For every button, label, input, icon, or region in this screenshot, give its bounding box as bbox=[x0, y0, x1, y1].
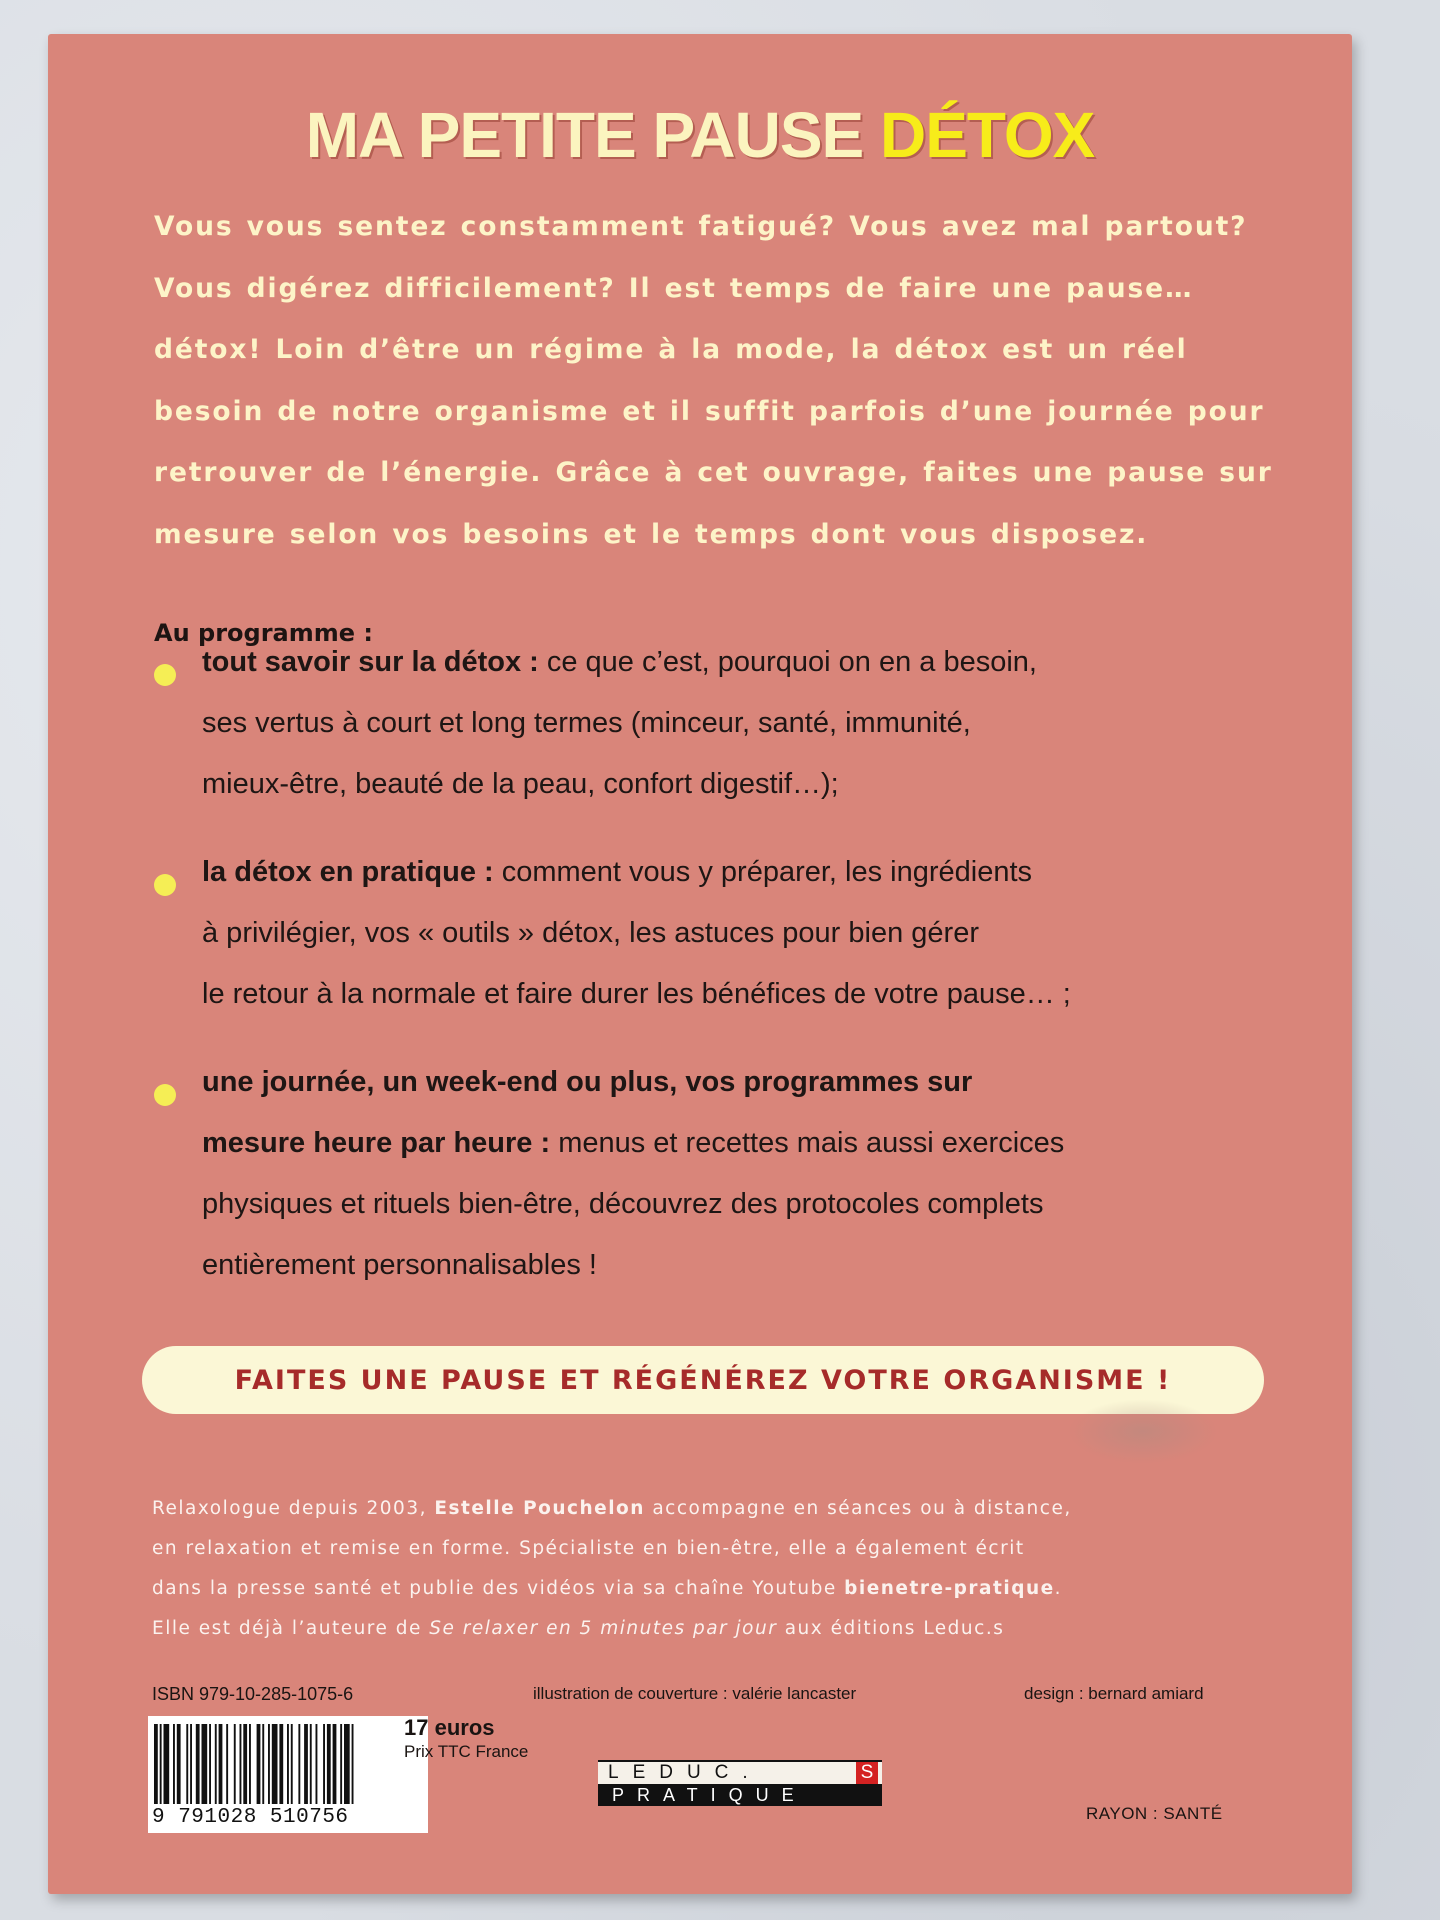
shelf-category: RAYON : SANTÉ bbox=[1086, 1804, 1223, 1823]
intro-line: Vous vous sentez constamment fatigué? Vous avez mal partout? bbox=[154, 211, 1248, 242]
bullet-line bbox=[202, 856, 1032, 889]
author-bio bbox=[152, 1489, 1312, 1649]
bullet-line: mieux-être, beauté de la peau, confort digestif…); bbox=[202, 768, 839, 800]
slogan-banner: FAITES UNE PAUSE ET RÉGÉNÉREZ VOTRE ORGANISME ! bbox=[142, 1346, 1264, 1414]
price-note: Prix TTC France bbox=[404, 1742, 529, 1761]
barcode-bar bbox=[186, 1724, 188, 1804]
barcode-bar bbox=[173, 1724, 175, 1804]
illustration-credit: illustration de couverture : valérie lancaster bbox=[533, 1684, 857, 1703]
barcode-bar bbox=[196, 1724, 200, 1804]
barcode-bar bbox=[287, 1724, 289, 1804]
barcode-bar bbox=[316, 1724, 318, 1804]
barcode-bar bbox=[154, 1724, 158, 1804]
barcode-bar bbox=[215, 1724, 217, 1804]
intro-line: besoin de notre organisme et il suffit parfois d’une journée pour bbox=[154, 395, 1265, 427]
barcode-bars bbox=[152, 1724, 424, 1804]
bullet-text: ce que c’est, pourquoi on en a besoin, bbox=[538, 646, 1037, 678]
bullet-text: menus et recettes mais aussi exercices bbox=[550, 1127, 1065, 1159]
bio-text: aux éditions Leduc.s bbox=[777, 1618, 1005, 1639]
barcode-bar bbox=[272, 1724, 278, 1804]
bullet-line bbox=[202, 1066, 972, 1099]
barcode-bar bbox=[226, 1724, 228, 1804]
barcode-bar bbox=[262, 1724, 264, 1804]
bullet-line: entièrement personnalisables ! bbox=[202, 1249, 597, 1281]
bullet-bold: tout savoir sur la détox : bbox=[202, 646, 539, 678]
barcode-bar bbox=[240, 1724, 242, 1804]
bullet-line: le retour à la normale et faire durer les bénéfices de votre pause… ; bbox=[202, 978, 1071, 1010]
bullet-line: à privilégier, vos « outils » détox, les astuces pour bien gérer bbox=[202, 917, 979, 949]
logo-bottom-text: PRATIQUE bbox=[612, 1785, 807, 1805]
youtube-channel: bienetre-pratique bbox=[844, 1578, 1055, 1599]
bullet-dot-icon bbox=[154, 664, 176, 686]
barcode-bar bbox=[202, 1724, 208, 1804]
intro-line: mesure selon vos besoins et le temps dont vous disposez. bbox=[154, 518, 1149, 550]
bullet-text: comment vous y préparer, les ingrédients bbox=[493, 856, 1033, 888]
logo-top-text: LEDUC. bbox=[608, 1762, 762, 1783]
title-accent: DÉTOX bbox=[879, 99, 1095, 171]
bio-text: dans la presse santé et publie des vidéos via sa chaîne Youtube bbox=[152, 1578, 845, 1599]
program-heading: Au programme : bbox=[154, 619, 373, 647]
publisher-logo bbox=[598, 1760, 882, 1806]
bullet-line bbox=[202, 1127, 1064, 1160]
barcode-bar bbox=[323, 1724, 325, 1804]
barcode-bar bbox=[243, 1724, 247, 1804]
barcode-bar bbox=[190, 1724, 192, 1804]
bio-text: . bbox=[1054, 1578, 1063, 1599]
barcode-bar bbox=[333, 1724, 337, 1804]
barcode-bar bbox=[209, 1724, 211, 1804]
bio-line: en relaxation et remise en forme. Spécialiste en bien-être, elle a également écrit bbox=[152, 1538, 1025, 1559]
logo-s-mark: S bbox=[856, 1762, 878, 1784]
other-book-title: Se relaxer en 5 minutes par jour bbox=[429, 1618, 778, 1639]
isbn-text: ISBN 979-10-285-1075-6 bbox=[152, 1684, 354, 1704]
cover-smudge bbox=[1068, 1399, 1218, 1464]
bullet-line: ses vertus à court et long termes (minceur, santé, immunité, bbox=[202, 707, 971, 739]
barcode-bar bbox=[164, 1724, 170, 1804]
bio-text: accompagne en séances ou à distance, bbox=[644, 1498, 1072, 1519]
bio-text: Relaxologue depuis 2003, bbox=[152, 1498, 435, 1519]
barcode bbox=[148, 1716, 428, 1833]
bio-line bbox=[152, 1609, 1312, 1649]
barcode-bar bbox=[249, 1724, 251, 1804]
bio-text: Elle est déjà l’auteure de bbox=[152, 1618, 430, 1639]
barcode-bar bbox=[268, 1724, 270, 1804]
bullet-bold: mesure heure par heure : bbox=[202, 1127, 551, 1159]
logo-top-band bbox=[598, 1762, 882, 1784]
barcode-bar bbox=[279, 1724, 283, 1804]
barcode-bar bbox=[160, 1724, 162, 1804]
intro-line: détox! Loin d’être un régime à la mode, la détox est un réel bbox=[154, 334, 1188, 365]
bio-line bbox=[152, 1569, 1312, 1609]
barcode-digits: 9 791028 510756 bbox=[152, 1806, 349, 1829]
title-main: MA PETITE PAUSE bbox=[305, 99, 880, 171]
barcode-bar bbox=[352, 1724, 354, 1804]
barcode-bar bbox=[257, 1724, 261, 1804]
intro-line: retrouver de l’énergie. Grâce à cet ouvrage, faites une pause sur bbox=[154, 457, 1273, 488]
barcode-bar bbox=[234, 1724, 236, 1804]
design-credit: design : bernard amiard bbox=[1024, 1684, 1204, 1703]
bullet-bold: la détox en pratique : bbox=[202, 856, 494, 888]
barcode-bar bbox=[327, 1724, 331, 1804]
book-title bbox=[48, 98, 1352, 172]
book-back-cover bbox=[48, 34, 1352, 1894]
bio-line bbox=[152, 1489, 1312, 1529]
bullet-bold: une journée, un week-end ou plus, vos programmes sur bbox=[202, 1066, 973, 1098]
bullet-dot-icon bbox=[154, 874, 176, 896]
intro-line: Vous digérez difficilement? Il est temps de faire une pause… bbox=[154, 272, 1194, 304]
bullet-line: physiques et rituels bien-être, découvrez des protocoles complets bbox=[202, 1188, 1044, 1220]
price: 17 euros bbox=[404, 1715, 495, 1740]
barcode-bar bbox=[304, 1724, 308, 1804]
author-name: Estelle Pouchelon bbox=[434, 1498, 645, 1519]
barcode-bar bbox=[291, 1724, 293, 1804]
barcode-bar bbox=[219, 1724, 223, 1804]
bullet-line bbox=[202, 646, 1037, 679]
barcode-bar bbox=[310, 1724, 312, 1804]
barcode-bar bbox=[344, 1724, 350, 1804]
intro-paragraph bbox=[154, 196, 1304, 565]
barcode-bar bbox=[298, 1724, 300, 1804]
bullet-dot-icon bbox=[154, 1084, 176, 1106]
barcode-bar bbox=[177, 1724, 181, 1804]
barcode-bar bbox=[340, 1724, 342, 1804]
